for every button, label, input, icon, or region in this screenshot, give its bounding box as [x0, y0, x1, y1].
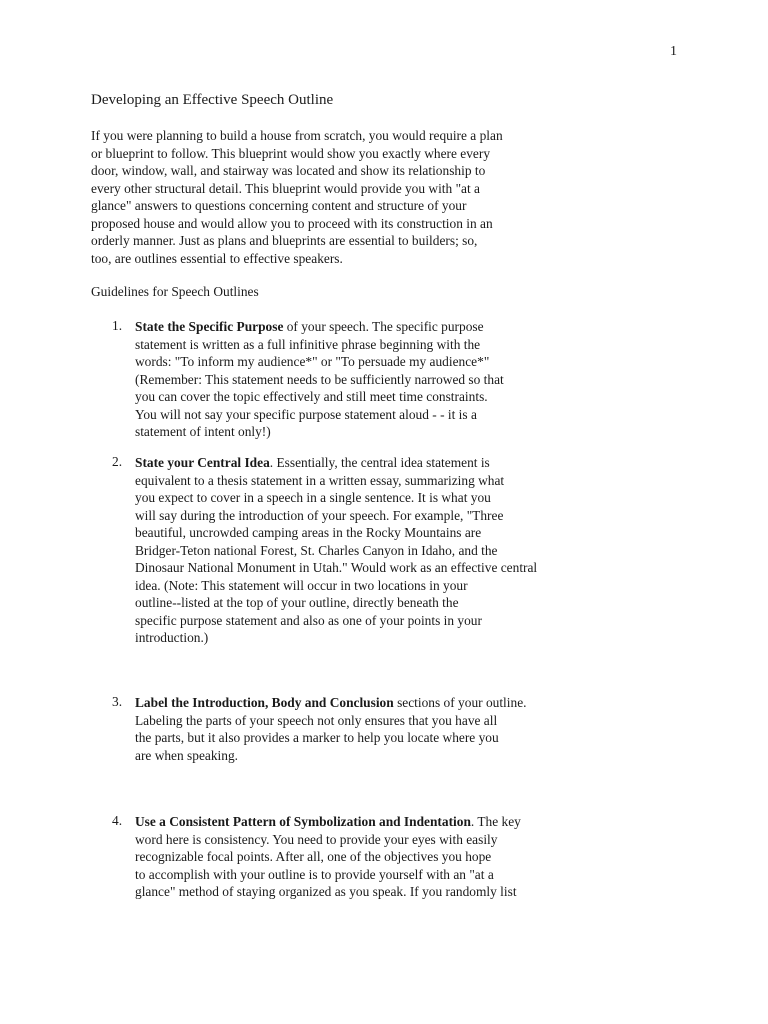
list-item-number: 1. [112, 318, 123, 333]
item-line: outline--listed at the top of your outline, directly beneath the [135, 595, 459, 610]
item-line: specific purpose statement and also as one of your points in your [135, 612, 482, 628]
guidelines-heading: Guidelines for Speech Outlines [91, 284, 259, 299]
item-line: the parts, but it also provides a marker to help you locate where you [135, 730, 499, 745]
item-first-rest: of your speech. The specific purpose [283, 319, 484, 334]
item-line: will say during the introduction of your speech. For example, "Three [135, 507, 504, 523]
list-item-1 [135, 318, 605, 441]
item-line [135, 694, 605, 712]
item-lead: Use a Consistent Pattern of Symbolization and Indentation [135, 814, 471, 829]
item-line: word here is consistency. You need to provide your eyes with easily [135, 831, 498, 847]
item-line: to accomplish with your outline is to provide yourself with an "at a [135, 866, 494, 882]
list-item-number: 4. [112, 813, 123, 828]
intro-line: proposed house and would allow you to proceed with its construction in an [91, 215, 493, 231]
item-line: you expect to cover in a speech in a single sentence. It is what you [135, 490, 491, 505]
intro-paragraph [91, 127, 571, 267]
item-line: glance" method of staying organized as you speak. If you randomly list [135, 884, 517, 899]
item-line: statement of intent only!) [135, 424, 271, 439]
intro-line: door, window, wall, and stairway was located and show its relationship to [91, 163, 486, 178]
list-item-2 [135, 454, 605, 647]
item-lead: State your Central Idea [135, 455, 270, 470]
page-number: 1 [670, 44, 677, 59]
item-line [135, 454, 605, 472]
item-line: equivalent to a thesis statement in a written essay, summarizing what [135, 472, 505, 488]
item-line: statement is written as a full infinitive phrase beginning with the [135, 336, 481, 352]
intro-line: too, are outlines essential to effective speakers. [91, 250, 343, 266]
item-line: are when speaking. [135, 747, 238, 763]
document-title: Developing an Effective Speech Outline [91, 92, 334, 108]
item-line [135, 813, 605, 831]
intro-line: or blueprint to follow. This blueprint would show you exactly where every [91, 145, 491, 161]
item-lead: Label the Introduction, Body and Conclusion [135, 695, 394, 710]
item-lead: State the Specific Purpose [135, 319, 284, 334]
list-item-3 [135, 694, 605, 764]
item-first-rest: . Essentially, the central idea statement is [269, 455, 490, 470]
item-first-rest: . The key [470, 814, 521, 829]
item-line: beautiful, uncrowded camping areas in the Rocky Mountains are [135, 525, 482, 540]
intro-line: If you were planning to build a house from scratch, you would require a plan [91, 128, 503, 143]
item-line: words: "To inform my audience*" or "To persuade my audience*" [135, 354, 490, 369]
item-line: you can cover the topic effectively and still meet time constraints. [135, 389, 488, 404]
item-first-rest: sections of your outline. [393, 695, 527, 710]
item-line: Bridger-Teton national Forest, St. Charles Canyon in Idaho, and the [135, 542, 498, 558]
item-line: You will not say your specific purpose statement aloud - - it is a [135, 406, 477, 422]
item-line: Labeling the parts of your speech not only ensures that you have all [135, 712, 498, 728]
item-line [135, 318, 605, 336]
list-item-number: 3. [112, 694, 123, 709]
item-line: Dinosaur National Monument in Utah." Would work as an effective central [135, 560, 538, 575]
intro-line: orderly manner. Just as plans and blueprints are essential to builders; so, [91, 233, 478, 248]
item-line: idea. (Note: This statement will occur in two locations in your [135, 577, 468, 593]
intro-line: glance" answers to questions concerning content and structure of your [91, 198, 467, 213]
item-line: (Remember: This statement needs to be sufficiently narrowed so that [135, 371, 504, 387]
list-item-4 [135, 813, 605, 901]
item-line: recognizable focal points. After all, one of the objectives you hope [135, 849, 492, 864]
item-line: introduction.) [135, 630, 209, 645]
intro-line: every other structural detail. This blueprint would provide you with "at a [91, 180, 480, 196]
list-item-number: 2. [112, 454, 123, 469]
